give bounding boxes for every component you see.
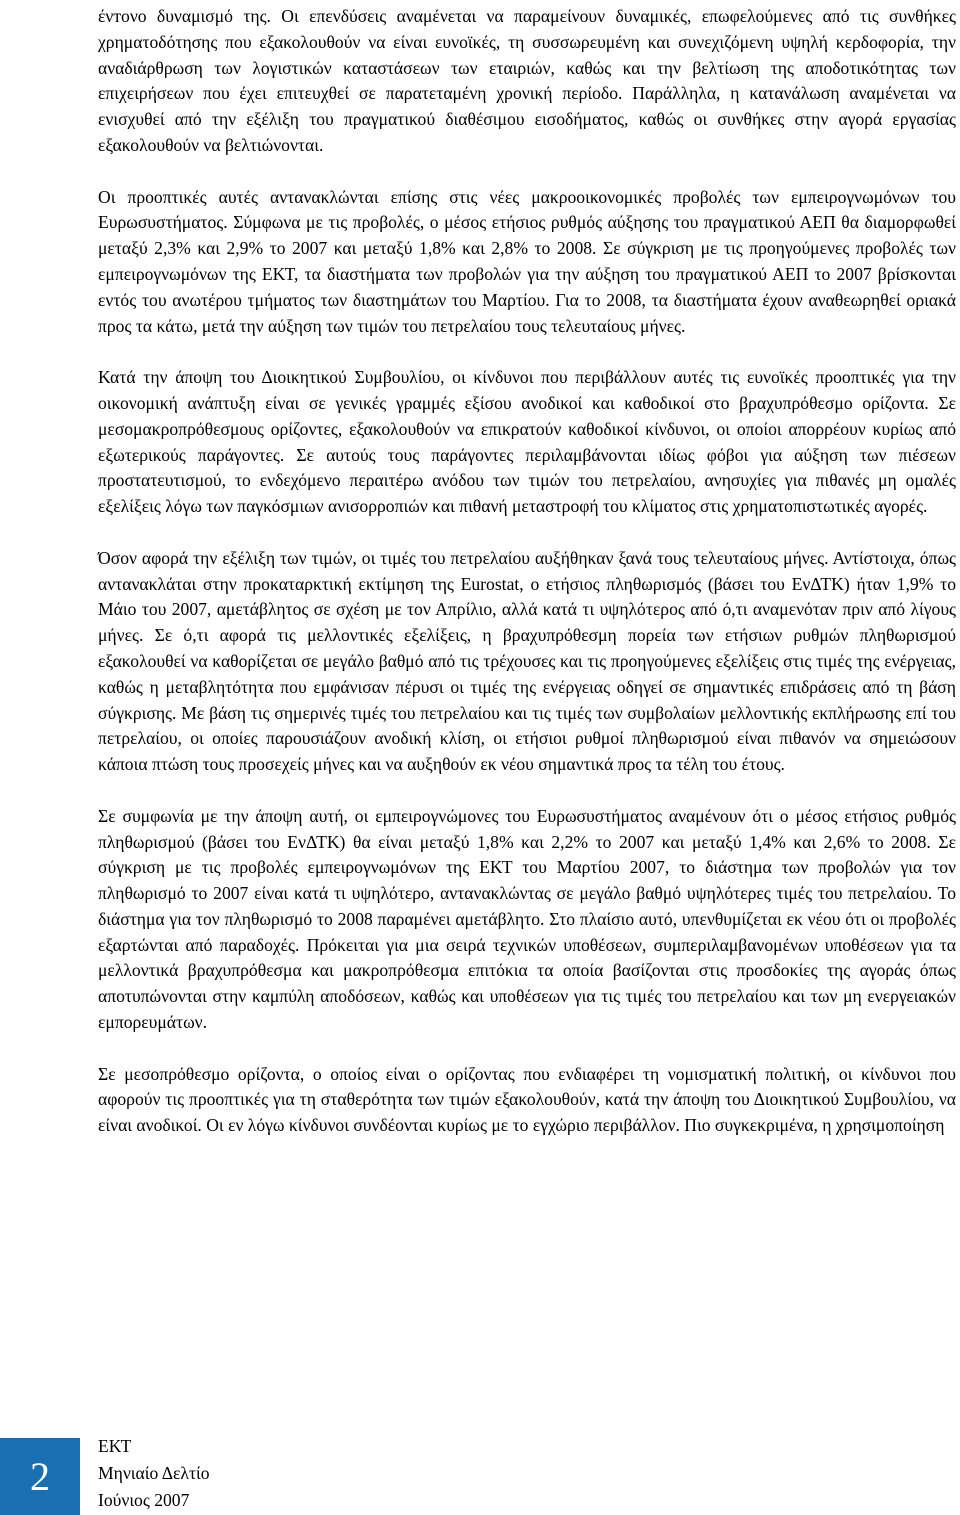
paragraph-6: Σε μεσοπρόθεσμο ορίζοντα, ο οποίος είναι ο ορίζοντας που ενδιαφέρει τη νομισματική πολιτική, οι κίνδυνοι που αφορούν τις προοπτικές για τη σταθερότητα των τιμών εξακολουθούν, κατά την άποψη του Διοικητικού Συμβουλίου, να είναι ανοδικοί. Οι εν λόγω κίνδυνοι συνδέονται κυρίως με το εγχώριο περιβάλλον. Πιο συγκεκριμένα, η χρησιμοποίηση [98, 1063, 956, 1136]
paragraph-5: Σε συμφωνία με την άποψη αυτή, οι εμπειρογνώμονες του Ευρωσυστήματος αναμένουν ότι ο μέσος ετήσιος ρυθμός πληθωρισμού (βάσει του ΕνΔΤΚ) θα είναι μεταξύ 1,8% και 2,2% το 2007 και μεταξύ 1,4% και 2,6% το 2008. Σε σύγκριση με τις προβολές εμπειρογνωμόνων της ΕΚΤ του Μαρτίου 2007, το διάστημα των προβολών για τον πληθωρισμό το 2007 είναι κατά τι υψηλότερο, αντανακλώντας σε μεγάλο βαθμό υψηλότερες τιμές του πετρελαίου. Το διάστημα για τον πληθωρισμό το 2008 παραμένει αμετάβλητο. Στο πλαίσιο αυτό, υπενθυμίζεται εκ νέου ότι οι προβολές εξαρτώνται από παραδοχές. Πρόκειται για μια σειρά τεχνικών υποθέσεων, συμπεριλαμβανομένων υποθέσεων για τα μελλοντικά βραχυπρόθεσμα και μακροπρόθεσμα επιτόκια τα οποία βασίζονται στις προσδοκίες της αγοράς όπως αποτυπώνονται στην καμπύλη αποδόσεων, καθώς και υποθέσεων για τις τιμές του πετρελαίου και των μη ενεργειακών εμπορευμάτων. [98, 805, 956, 1033]
page-number-badge: 2 [0, 1438, 80, 1515]
paragraph-4: Όσον αφορά την εξέλιξη των τιμών, οι τιμές του πετρελαίου αυξήθηκαν ξανά τους τελευταίους μήνες. Αντίστοιχα, όπως αντανακλάται στην προκαταρκτική εκτίμηση της Eurostat, ο ετήσιος πληθωρισμός (βάσει του ΕνΔΤΚ) ήταν 1,9% το Μάιο του 2007, αμετάβλητος σε σχέση με τον Απρίλιο, αλλά κατά τι υψηλότερος από ό,τι αναμενόταν πριν από λίγους μήνες. Σε ό,τι αφορά τις μελλοντικές εξελίξεις, η βραχυπρόθεσμη πορεία των ετήσιων ρυθμών πληθωρισμού εξακολουθεί να καθορίζεται σε μεγάλο βαθμό από τις τρέχουσες και τις προηγούμενες εξελίξεις στις τιμές της ενέργειας, καθώς η μεταβλητότητα που εμφάνισαν πέρυσι οι τιμές της ενέργειας οδηγεί σε σημαντικές επιδράσεις από τη βάση σύγκρισης. Με βάση τις σημερινές τιμές του πετρελαίου και τις τιμές των συμβολαίων μελλοντικής εκπλήρωσης επί του πετρελαίου, οι οποίες παρουσιάζουν ανοδική κλίση, οι ετήσιοι ρυθμοί πληθωρισμού είναι πιθανόν να σημειώσουν κάποια πτώση τους προσεχείς μήνες και να αυξηθούν εκ νέου σημαντικά προς τα τέλη του έτους. [98, 547, 956, 775]
page-footer [0, 1433, 960, 1515]
footer-publication: Μηνιαίο Δελτίο [98, 1463, 210, 1483]
document-body [98, 4, 956, 1165]
footer-date: Ιούνιος 2007 [98, 1490, 190, 1510]
paragraph-3: Κατά την άποψη του Διοικητικού Συμβουλίου, οι κίνδυνοι που περιβάλλουν αυτές τις ευνοϊκές προοπτικές για την οικονομική ανάπτυξη είναι σε γενικές γραμμές εξίσου ανοδικοί και καθοδικοί στο βραχυπρόθεσμο ορίζοντα. Σε μεσομακροπρόθεσμους ορίζοντες, εξακολουθούν να επικρατούν καθοδικοί κίνδυνοι, οι οποίοι απορρέουν κυρίως από εξωτερικούς παράγοντες. Σε αυτούς τους παράγοντες περιλαμβάνονται ιδίως φόβοι για αύξηση των πιέσεων προστατευτισμού, το ενδεχόμενο περαιτέρω ανόδου των τιμών του πετρελαίου, ανησυχίες για πιθανές μη ομαλές εξελίξεις λόγω των παγκόσμιων ανισορροπιών και πιθανή μεταστροφή του κλίματος στις χρηματοπιστωτικές αγορές. [98, 367, 956, 517]
paragraph-1: ένтονο δυναμισμό της. Οι επενδύσεις αναμένεται να παραμείνουν δυναμικές, επωφελούμενες από τις συνθήκες χρηματοδότησης που εξακολουθούν να είναι ευνοϊκές, τη συσσωρευμένη και συνεχιζόμενη υψηλή κερδοφορία, την αναδιάρθρωση των λογιστικών καταστάσεων των εταιριών, καθώς και την βελτίωση της αποδοτικότητας των επιχειρήσεων που έχει επιτευχθεί σε παρατεταμένη χρονική περίοδο. Παράλληλα, η κατανάλωση αναμένεται να ενισχυθεί από την εξέλιξη του πραγματικού διαθέσιμου εισοδήματος, καθώς οι συνθήκες στην αγορά εργασίας εξακολουθούν να βελτιώνονται. [98, 6, 956, 155]
paragraph-2: Οι προοπτικές αυτές αντανακλώνται επίσης στις νέες μακροοικονομικές προβολές των εμπειρογνωμόνων του Ευρωσυστήματος. Σύμφωνα με τις προβολές, ο μέσος ετήσιος ρυθμός αύξησης του πραγματικού ΑΕΠ θα διαμορφωθεί μεταξύ 2,3% και 2,9% το 2007 και μεταξύ 1,8% και 2,8% το 2008. Σε σύγκριση με τις προηγούμενες προβολές των εμπειρογνωμόνων της ΕΚΤ, τα διαστήματα των προβολών για την αύξηση του πραγματικού ΑΕΠ το 2007 βρίσκονται εντός του ανωτέρου τμήματος των διαστημάτων του Μαρτίου. Για το 2008, τα διαστήματα έχουν αναθεωρηθεί οριακά προς τα κάτω, μετά την αύξηση των τιμών του πετρελαίου τους τελευταίους μήνες. [98, 186, 956, 336]
footer-publisher: ΕΚΤ [98, 1436, 132, 1456]
footer-publication-info [98, 1433, 210, 1514]
